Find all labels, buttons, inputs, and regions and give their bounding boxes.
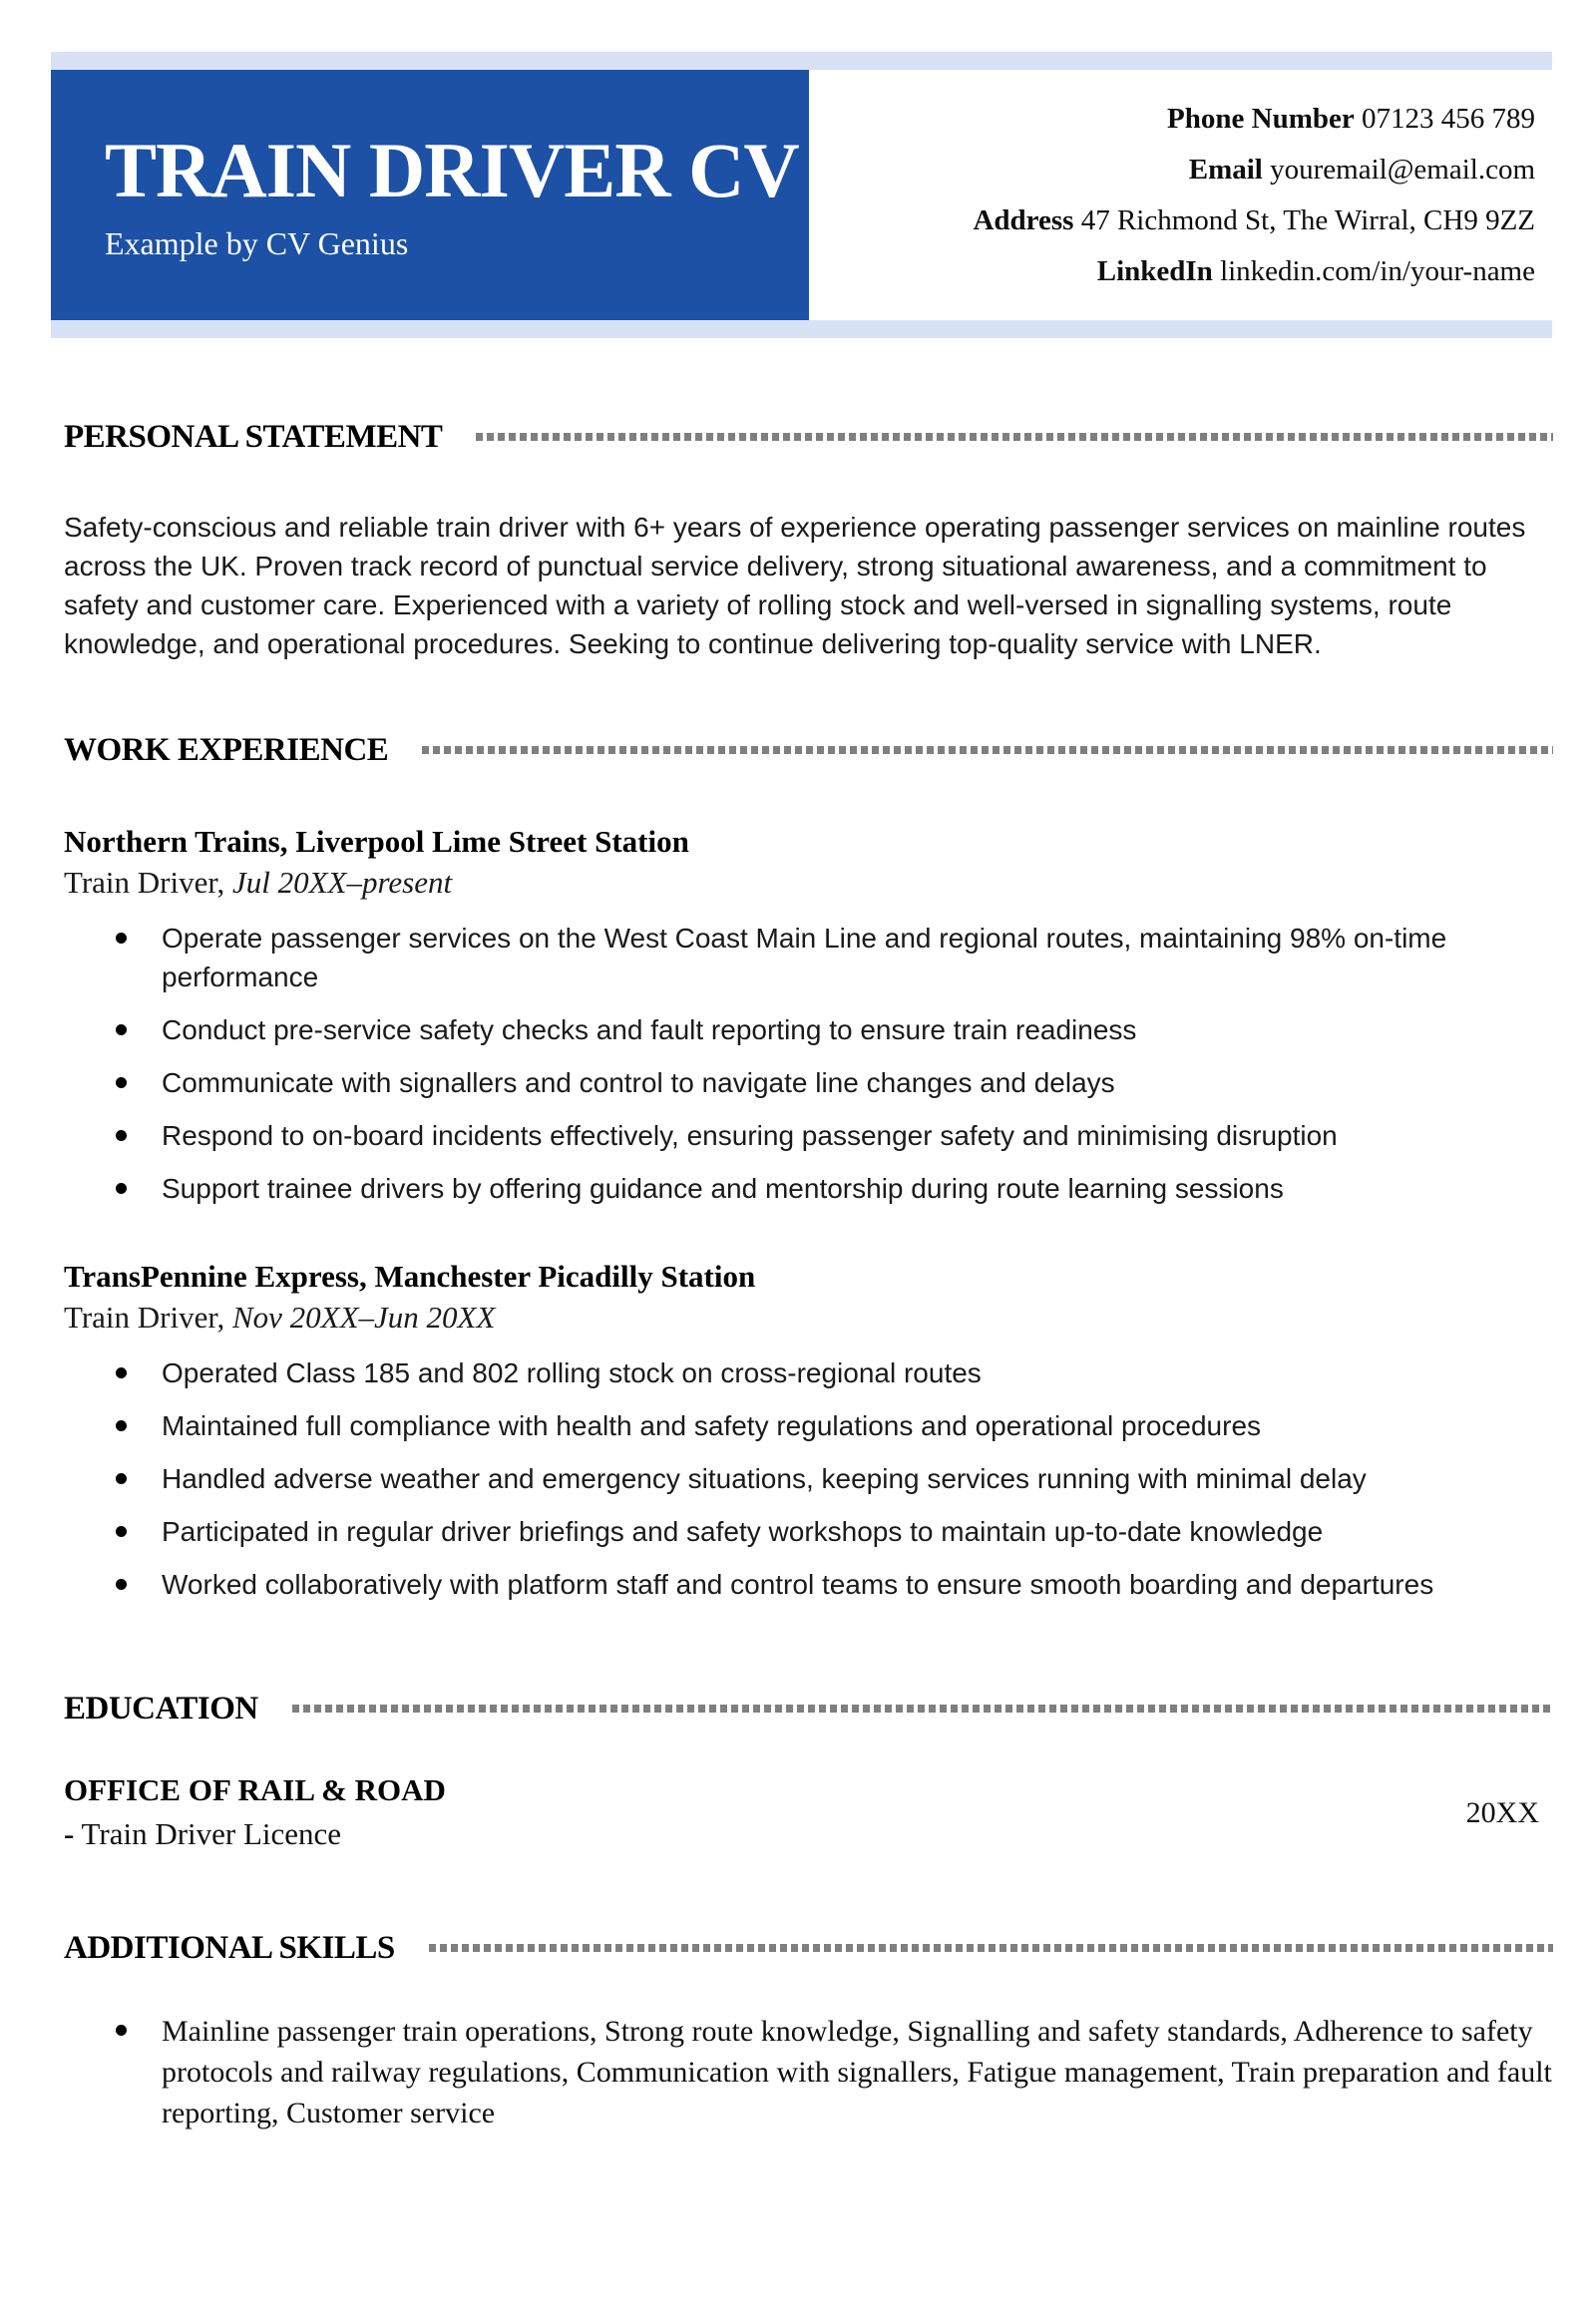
contact-phone bbox=[809, 94, 1535, 145]
job-dates: Jul 20XX–present bbox=[231, 865, 453, 900]
dotted-rule bbox=[292, 1705, 1553, 1713]
section-education bbox=[64, 1690, 1553, 1857]
title-banner bbox=[51, 70, 809, 320]
work-experience-heading-row bbox=[64, 731, 1553, 769]
personal-statement-text: Safety-conscious and reliable train driver with 6+ years of experience operating passenger services on mainline routes across the UK. Proven track record of punctual service delivery, strong situational awareness, and a commitment to safety and customer care. Experienced with a variety of rolling stock and well-versed in signalling systems, route knowledge, and operational procedures. Seeking to continue delivering top-quality service with LNER. bbox=[64, 512, 1526, 659]
work-experience-heading: WORK EXPERIENCE bbox=[64, 732, 389, 768]
contact-linkedin-value: linkedin.com/in/your-name bbox=[1220, 254, 1535, 287]
additional-skills-heading-row bbox=[64, 1929, 1553, 1967]
bullet-item: Handled adverse weather and emergency situations, keeping services running with minimal delay bbox=[162, 1459, 1553, 1498]
education-heading-row bbox=[64, 1690, 1553, 1728]
page-subtitle: Example by CV Genius bbox=[105, 225, 409, 261]
education-heading: EDUCATION bbox=[64, 1691, 258, 1727]
contact-linkedin bbox=[809, 246, 1535, 297]
personal-statement-heading-row bbox=[64, 418, 1553, 456]
contact-address-value: 47 Richmond St, The Wirral, CH9 9ZZ bbox=[1080, 203, 1535, 236]
section-additional-skills bbox=[64, 1929, 1553, 2133]
personal-statement-heading: PERSONAL STATEMENT bbox=[64, 419, 443, 455]
job-role-line bbox=[64, 1298, 1553, 1338]
bullet-item: Conduct pre-service safety checks and fault reporting to ensure train readiness bbox=[162, 1010, 1553, 1049]
job-role-line bbox=[64, 863, 1553, 903]
bullet-item: Support trainee drivers by offering guidance and mentorship during route learning sessions bbox=[162, 1169, 1553, 1208]
contact-phone-label: Phone Number bbox=[1167, 102, 1355, 135]
dotted-rule bbox=[429, 1944, 1553, 1952]
section-personal-statement bbox=[64, 418, 1553, 663]
job-bullet-list bbox=[64, 919, 1553, 1208]
contact-address bbox=[809, 195, 1535, 246]
education-entry bbox=[64, 1769, 1553, 1857]
job-employer: Northern Trains, Liverpool Lime Street Station bbox=[64, 824, 689, 859]
contact-panel bbox=[809, 70, 1552, 320]
additional-skills-heading: ADDITIONAL SKILLS bbox=[64, 1930, 395, 1966]
bullet-item: Operate passenger services on the West Coast Main Line and regional routes, maintaining 98% on-time performance bbox=[162, 919, 1553, 996]
skills-bullet-list bbox=[64, 2011, 1553, 2133]
job-role: Train Driver, bbox=[64, 1300, 225, 1335]
bullet-item: Operated Class 185 and 802 rolling stock on cross-regional routes bbox=[162, 1353, 1553, 1392]
document-body bbox=[64, 418, 1553, 2133]
job-role: Train Driver, bbox=[64, 865, 225, 900]
dotted-rule bbox=[422, 746, 1553, 754]
dotted-rule bbox=[476, 433, 1553, 441]
page-title: TRAIN DRIVER CV bbox=[105, 127, 799, 213]
contact-linkedin-label: LinkedIn bbox=[1096, 254, 1213, 287]
bullet-item: Respond to on-board incidents effectively, ensuring passenger safety and minimising disruption bbox=[162, 1116, 1553, 1155]
cv-page bbox=[0, 52, 1596, 2309]
bullet-item: Participated in regular driver briefings and safety workshops to maintain up-to-date knowledge bbox=[162, 1512, 1553, 1551]
job-entry-transpennine-express bbox=[64, 1256, 1553, 1604]
contact-address-label: Address bbox=[973, 203, 1074, 236]
bullet-item: Mainline passenger train operations, Strong route knowledge, Signalling and safety standards, Adherence to safety protocols and railway regulations, Communication with signallers, Fatigue management, Train preparation and fault reporting, Customer service bbox=[162, 2011, 1553, 2133]
bullet-item: Worked collaboratively with platform staff and control teams to ensure smooth boarding and departures bbox=[162, 1565, 1553, 1604]
contact-email-label: Email bbox=[1188, 153, 1263, 186]
job-entry-northern-trains bbox=[64, 821, 1553, 1208]
education-year: 20XX bbox=[1465, 1796, 1539, 1829]
bullet-item: Communicate with signallers and control to navigate line changes and delays bbox=[162, 1063, 1553, 1102]
education-entry-left bbox=[64, 1769, 446, 1857]
education-institution: OFFICE OF RAIL & ROAD bbox=[64, 1772, 446, 1807]
header bbox=[51, 52, 1552, 338]
job-dates: Nov 20XX–Jun 20XX bbox=[231, 1300, 496, 1335]
education-qualification-line bbox=[64, 1811, 446, 1857]
job-bullet-list bbox=[64, 1353, 1553, 1604]
contact-email bbox=[809, 145, 1535, 195]
education-qualification: Train Driver Licence bbox=[81, 1816, 342, 1851]
education-dash: - bbox=[64, 1816, 75, 1851]
job-employer: TransPennine Express, Manchester Picadilly Station bbox=[64, 1259, 756, 1294]
bullet-item: Maintained full compliance with health and safety regulations and operational procedures bbox=[162, 1406, 1553, 1445]
contact-email-value: youremail@email.com bbox=[1270, 153, 1535, 186]
contact-phone-value: 07123 456 789 bbox=[1362, 102, 1535, 135]
section-work-experience bbox=[64, 731, 1553, 1604]
